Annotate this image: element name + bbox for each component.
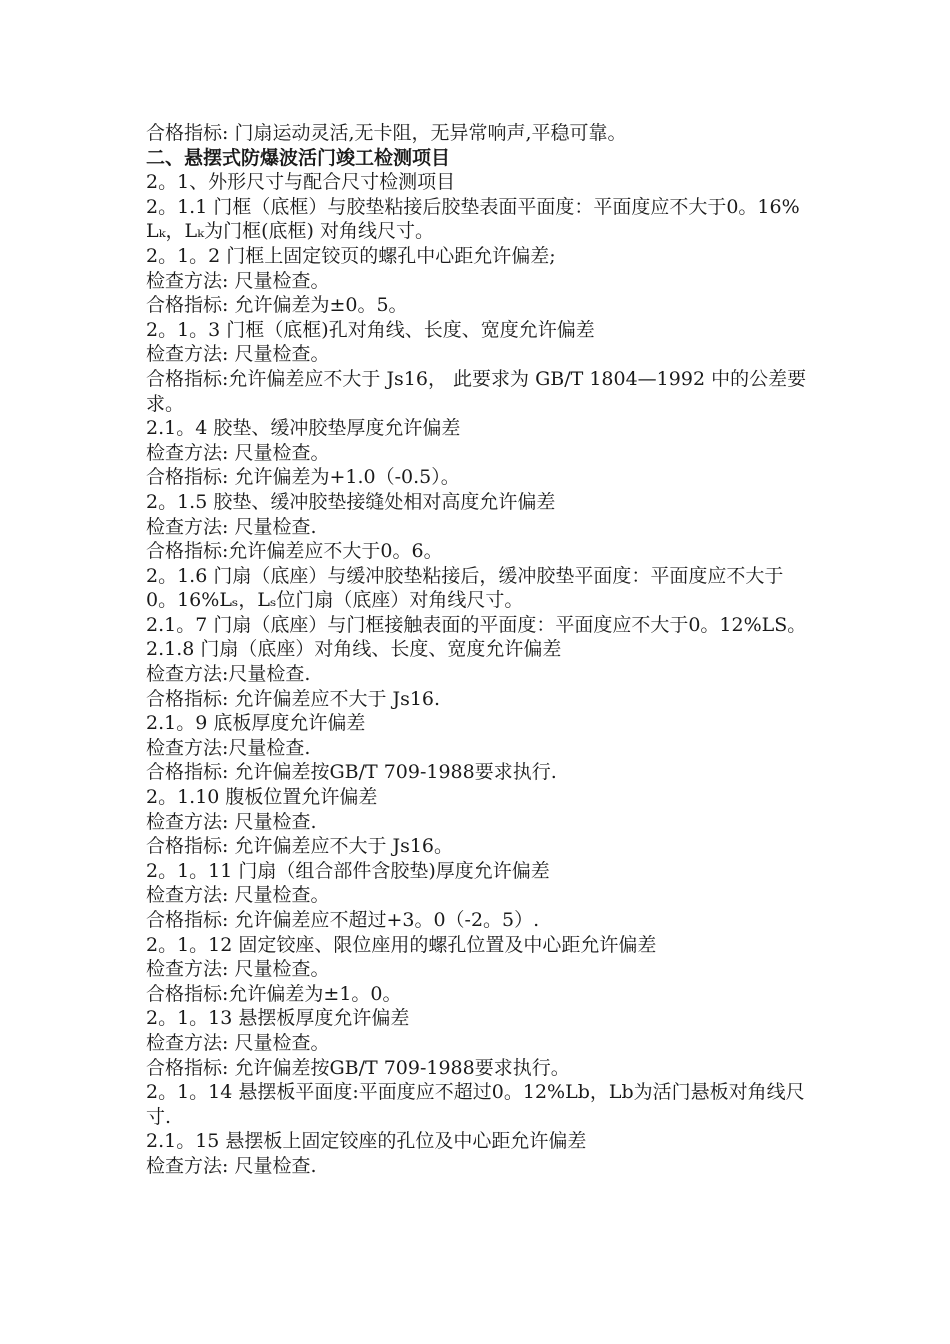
text-line: 合格指标: 允许偏差为±0。5。 bbox=[146, 294, 408, 317]
text-line: 合格指标: 允许偏差为+1.0（-0.5）。 bbox=[146, 466, 460, 489]
document-body bbox=[146, 121, 808, 1179]
text-line: 2。1。14 悬摆板平面度:平面度应不超过0。12%Lb，Lb为活门悬板对角线尺寸. bbox=[146, 1081, 805, 1128]
section-heading: 二、悬摆式防爆波活门竣工检测项目 bbox=[146, 146, 451, 169]
text-line: 2。1.1 门框（底框）与胶垫粘接后胶垫表面平面度：平面度应不大于0。16%Lₖ，Lₖ为门框(底框) 对角线尺寸。 bbox=[146, 195, 800, 243]
text-line: 检查方法:尺量检查. bbox=[146, 736, 311, 759]
text-line: 检查方法: 尺量检查. bbox=[146, 810, 317, 833]
text-line: 合格指标: 允许偏差按GB/T 709-1988要求执行。 bbox=[146, 1056, 570, 1079]
text-line: 检查方法: 尺量检查. bbox=[146, 1154, 317, 1177]
text-line: 2。1.5 胶垫、缓冲胶垫接缝处相对高度允许偏差 bbox=[146, 490, 556, 513]
text-line: 检查方法: 尺量检查。 bbox=[146, 343, 330, 366]
text-line: 2。1、外形尺寸与配合尺寸检测项目 bbox=[146, 171, 456, 194]
text-line: 检查方法: 尺量检查。 bbox=[146, 1031, 330, 1054]
text-line: 合格指标: 允许偏差按GB/T 709-1988要求执行. bbox=[146, 761, 557, 784]
text-line: 检查方法: 尺量检查. bbox=[146, 515, 317, 538]
text-line: 检查方法: 尺量检查。 bbox=[146, 884, 330, 907]
text-line: 2.1。9 底板厚度允许偏差 bbox=[146, 712, 366, 735]
text-line: 2。1。11 门扇（组合部件含胶垫)厚度允许偏差 bbox=[146, 859, 550, 882]
text-line: 合格指标: 允许偏差应不大于 Js16。 bbox=[146, 835, 454, 858]
text-line: 检查方法:尺量检查. bbox=[146, 663, 311, 686]
text-line: 合格指标:允许偏差应不大于0。6。 bbox=[146, 540, 443, 563]
text-line: 2。1.10 腹板位置允许偏差 bbox=[146, 786, 378, 809]
text-line: 合格指标: 门扇运动灵活,无卡阻，无异常响声,平稳可靠。 bbox=[146, 122, 627, 144]
text-line: 合格指标:允许偏差应不大于 Js16， 此要求为 GB/T 1804—1992 中的公差要求。 bbox=[146, 367, 807, 415]
text-line: 合格指标:允许偏差为±1。0。 bbox=[146, 982, 402, 1005]
text-line: 2.1。7 门扇（底座）与门框接触表面的平面度：平面度应不大于0。12%LS。 bbox=[146, 613, 807, 636]
text-line: 2。1。3 门框（底框)孔对角线、长度、宽度允许偏差 bbox=[146, 318, 595, 341]
text-line: 2.1。4 胶垫、缓冲胶垫厚度允许偏差 bbox=[146, 417, 461, 440]
text-line: 2。1。13 悬摆板厚度允许偏差 bbox=[146, 1007, 410, 1030]
text-line: 2.1.8 门扇（底座）对角线、长度、宽度允许偏差 bbox=[146, 638, 562, 661]
text-line: 2。1。12 固定铰座、限位座用的螺孔位置及中心距允许偏差 bbox=[146, 933, 657, 956]
text-line: 检查方法: 尺量检查。 bbox=[146, 269, 330, 292]
text-line: 2。1.6 门扇（底座）与缓冲胶垫粘接后，缓冲胶垫平面度：平面度应不大于0。16%Lₛ，Lₛ位门扇（底座）对角线尺寸。 bbox=[146, 564, 784, 612]
text-line: 检查方法: 尺量检查。 bbox=[146, 958, 330, 981]
text-line: 合格指标: 允许偏差应不超过+3。0（-2。5）. bbox=[146, 909, 540, 931]
text-line: 合格指标: 允许偏差应不大于 Js16. bbox=[146, 687, 441, 710]
text-line: 2.1。15 悬摆板上固定铰座的孔位及中心距允许偏差 bbox=[146, 1130, 587, 1153]
text-line: 检查方法: 尺量检查。 bbox=[146, 441, 330, 464]
text-line: 2。1。2 门框上固定铰页的螺孔中心距允许偏差; bbox=[146, 244, 556, 267]
